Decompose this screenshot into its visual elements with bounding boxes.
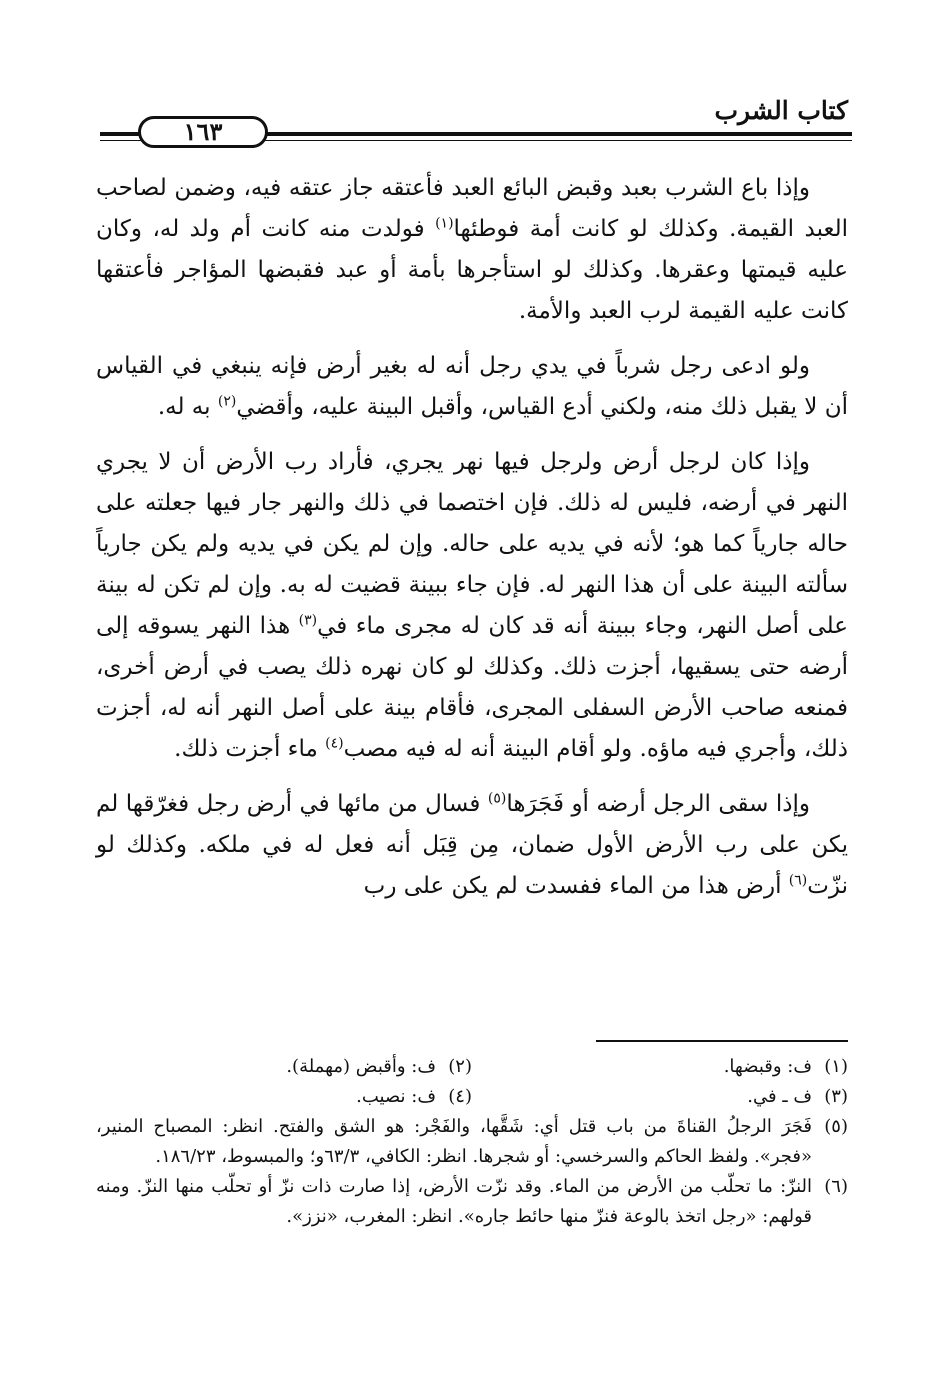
paragraph-text: هذا النهر يسوقه إلى أرضه حتى يسقيها، أجزت ذلك. وكذلك لو كان نهره ذلك يصب في أرض أخرى، فمنعه صاحب الأرض السفلى المجرى، فأقام بينة على أصل النهر أنه له، أجزت ذلك، وأجري فيه ماؤه. ولو أقام البينة أنه له فيه مصب bbox=[96, 613, 848, 762]
paragraph-text: فولدت منه كانت أم ولد له، وكان عليه قيمتها وعقرها. وكذلك لو استأجرها بأمة أو عبد فقبضها المؤاجر فأعتقها كانت عليه القيمة لرب العبد والأمة. bbox=[96, 216, 848, 324]
footnote-4 bbox=[96, 1082, 472, 1112]
footnote-number: (٦) bbox=[824, 1176, 848, 1197]
footnote-text: ف: وقبضها. bbox=[723, 1056, 812, 1077]
paragraph-text: وإذا سقى الرجل أرضه أو فَجَرَها bbox=[506, 791, 810, 817]
paragraph-text: ماء أجزت ذلك. bbox=[174, 736, 326, 762]
footnote-2 bbox=[96, 1052, 472, 1082]
footnote-number: (١) bbox=[824, 1056, 848, 1077]
footnote-text: ف ـ في. bbox=[747, 1086, 812, 1107]
paragraph-text: ولو ادعى رجل شرباً في يدي رجل أنه له بغير أرض فإنه ينبغي في القياس أن لا يقبل ذلك منه، ولكني أدع القياس، وأقبل البينة عليه، وأقضي bbox=[96, 353, 848, 420]
paragraph-3 bbox=[96, 442, 848, 770]
paragraph-2 bbox=[96, 346, 848, 428]
footnote-row bbox=[96, 1052, 848, 1082]
footnote-ref-2: (٢) bbox=[217, 393, 237, 410]
footnote-separator bbox=[596, 1040, 848, 1042]
paragraph-4 bbox=[96, 784, 848, 907]
page-number: ١٦٣ bbox=[138, 116, 268, 148]
paragraph-text: به له. bbox=[157, 394, 218, 420]
footnote-text: ف: نصيب. bbox=[356, 1086, 436, 1107]
footnote-row bbox=[96, 1082, 848, 1112]
footnote-5 bbox=[96, 1112, 848, 1172]
footnote-6 bbox=[96, 1172, 848, 1232]
footnote-text: ف: وأقبض (مهملة). bbox=[286, 1056, 436, 1077]
footnote-ref-4: (٤) bbox=[325, 735, 344, 752]
paragraph-text: وإذا كان لرجل أرض ولرجل فيها نهر يجري، فأراد رب الأرض أن لا يجري النهر في أرضه، فليس له ذلك. فإن اختصما في ذلك والنهر جار فيها جعلته على حاله جارياً كما هو؛ لأنه في يديه على حاله. وإن لم يكن في يديه ولم يكن جارياً سألته البينة على أن هذا النهر له. فإن جاء ببينة قضيت له به. وإن لم تكن له بينة على أصل النهر، وجاء ببينة أنه قد كان له مجرى ماء في bbox=[96, 449, 848, 639]
footnote-text: فَجَرَ الرجلُ القناةَ من باب قتل أي: شَقَّها، والفَجْر: هو الشق والفتح. انظر: المصباح المنير، «فجر». ولفظ الحاكم والسرخسي: أو شجرها. انظر: الكافي، ٦٣/٣و؛ والمبسوط، ١٨٦/٢٣. bbox=[96, 1116, 812, 1167]
paragraph-text: وإذا باع الشرب بعبد وقبض البائع العبد فأعتقه جاز عتقه فيه، وضمن لصاحب العبد القيمة. وكذلك لو كانت أمة فوطئها bbox=[96, 175, 848, 242]
paragraph-text: فسال من مائها في أرض رجل فغرّقها لم يكن على رب الأرض الأول ضمان، مِن قِبَل أنه فعل له في ملكه. وكذلك لو نزّت bbox=[96, 791, 848, 899]
main-text bbox=[96, 168, 848, 921]
running-title: كتاب الشرب bbox=[714, 96, 848, 125]
footnote-ref-5: (٥) bbox=[487, 790, 507, 807]
footnote-ref-3: (٣) bbox=[298, 612, 318, 629]
footnote-ref-1: (١) bbox=[435, 215, 454, 232]
footnote-ref-6: (٦) bbox=[788, 872, 808, 889]
footnotes bbox=[96, 1052, 848, 1232]
paragraph-1 bbox=[96, 168, 848, 332]
footnote-3 bbox=[472, 1082, 848, 1112]
footnote-text: النزّ: ما تحلّب من الأرض من الماء. وقد نزّت الأرض، إذا صارت ذات نزّ أو تحلّب منها النزّ. ومنه قولهم: «رجل اتخذ بالوعة فنزّ منها حائط جاره». انظر: المغرب، «نزز». bbox=[96, 1176, 812, 1227]
footnote-1 bbox=[472, 1052, 848, 1082]
page-header bbox=[100, 96, 852, 152]
footnote-number: (٤) bbox=[448, 1086, 472, 1107]
footnote-number: (٢) bbox=[448, 1056, 472, 1077]
footnote-number: (٣) bbox=[824, 1086, 848, 1107]
paragraph-text: أرض هذا من الماء ففسدت لم يكن على رب bbox=[363, 873, 789, 899]
footnote-number: (٥) bbox=[824, 1116, 848, 1137]
